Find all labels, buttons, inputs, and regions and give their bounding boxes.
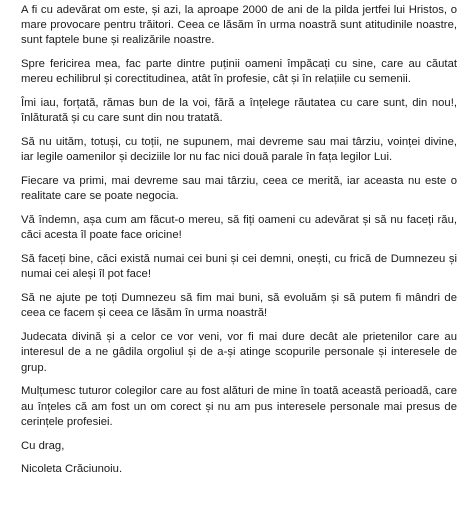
paragraph-7: Să faceți bine, căci există numai cei buni și cei demni, onești, cu frică de Dumnezeu și numai cei aleși îl pot face! — [21, 253, 457, 281]
paragraph-5: Fiecare va primi, mai devreme sau mai târziu, ceea ce merită, iar aceasta nu este o realitate care se poate negocia. — [21, 175, 457, 203]
signature-name: Nicoleta Crăciunoiu. — [21, 463, 123, 476]
paragraph-6: Vă îndemn, așa cum am făcut-o mereu, să fiți oameni cu adevărat și să nu faceți rău, căci acesta îl poate face oricine! — [21, 214, 457, 242]
paragraph-9: Judecata divină și a celor ce vor veni, vor fi mai dure decât ale prietenilor care au interesul de a ne gâdila orgoliul și de a-și atinge scopurile personale și interesele de grup. — [21, 331, 457, 374]
paragraph-4: Să nu uităm, totuși, cu toții, ne supunem, mai devreme sau mai târziu, voinței divine, iar legile oamenilor și deciziile lor nu fac nici două parale în fața legilor Lui. — [21, 136, 457, 164]
paragraph-10: Mulțumesc tuturor colegilor care au fost alături de mine în toată această perioadă, care au înțeles că am fost un om corect și nu am pus interesele personale mai presus de cerințele profesiei. — [21, 385, 457, 428]
paragraph-1: A fi cu adevărat om este, și azi, la aproape 2000 de ani de la pilda jertfei lui Hristos, o mare provocare pentru trăitori. Ceea ce lăsăm în urma noastră sunt atitudinile noastre, sunt faptele bune și realizările noastre. — [21, 4, 457, 47]
letter-document — [21, 3, 457, 478]
paragraph-8: Să ne ajute pe toți Dumnezeu să fim mai buni, să evoluăm și să putem fi mândri de ceea ce facem și ceea ce lăsăm în urma noastră! — [21, 292, 457, 320]
paragraph-3: Îmi iau, forțată, rămas bun de la voi, fără a înțelege răutatea cu care sunt, din nou!, înlăturată și cu care sunt din nou tratată. — [21, 97, 457, 125]
paragraph-2: Spre fericirea mea, fac parte dintre puținii oameni împăcați cu sine, care au căutat mereu echilibrul și corectitudinea, atât în profesie, cât și în relațiile cu semenii. — [21, 58, 457, 86]
closing-salutation: Cu drag, — [21, 439, 65, 452]
